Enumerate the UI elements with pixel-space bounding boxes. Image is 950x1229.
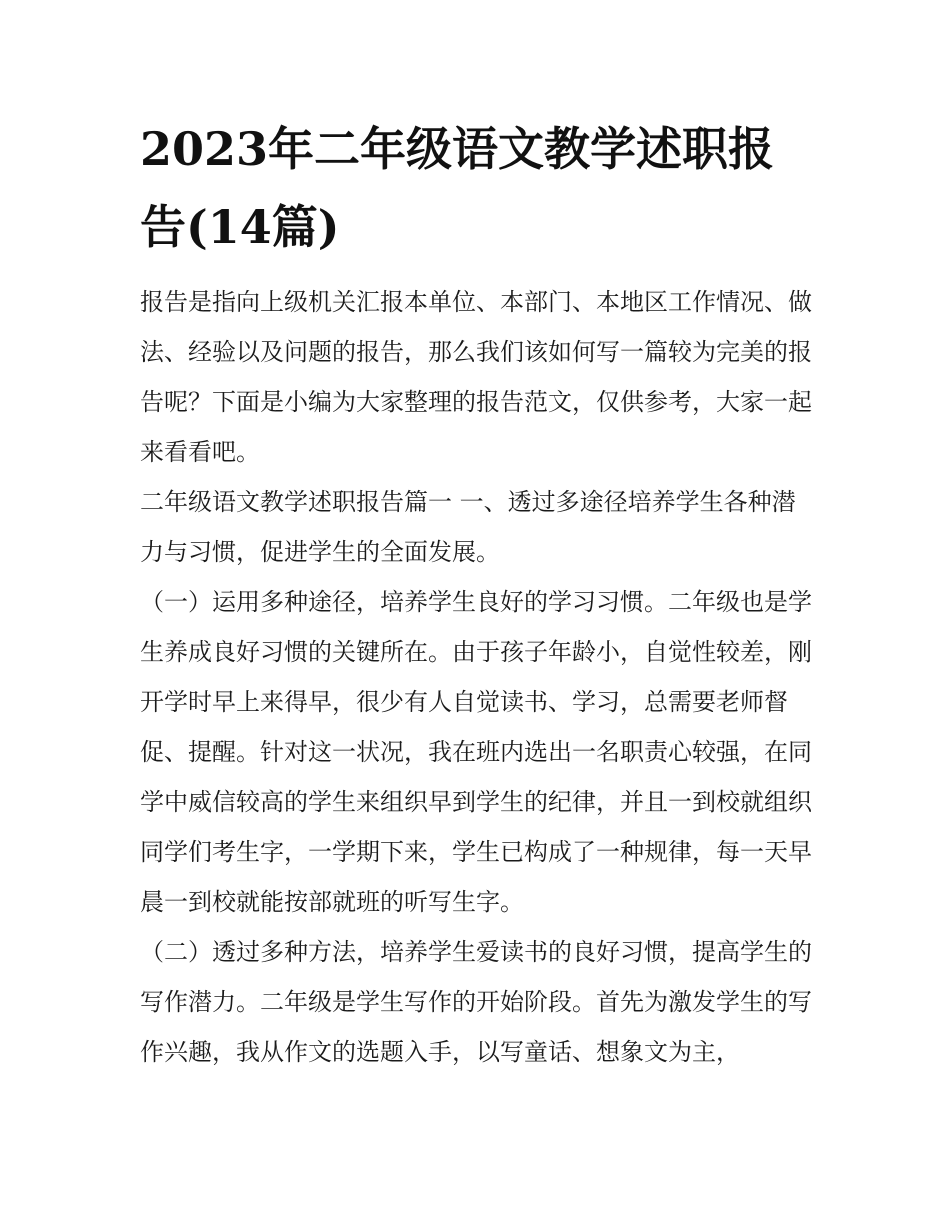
section-one-paragraph: （一）运用多种途径，培养学生良好的学习习惯。二年级也是学生养成良好习惯的关键所在。由于孩子年龄小，自觉性较差，刚开学时早上来得早，很少有人自觉读书、学习，总需要老师督促、提醒。针对这一状况，我在班内选出一名职责心较强，在同学中威信较高的学生来组织早到学生的纪律，并且一到校就组织同学们考生字，一学期下来，学生已构成了一种规律，每一天早晨一到校就能按部就班的听写生字。 — [140, 588, 812, 916]
document-body — [140, 277, 815, 1077]
intro-paragraph: 报告是指向上级机关汇报本单位、本部门、本地区工作情况、做法、经验以及问题的报告，那么我们该如何写一篇较为完美的报告呢？下面是小编为大家整理的报告范文，仅供参考，大家一起来看看吧。 — [140, 288, 812, 466]
section-heading-paragraph: 二年级语文教学述职报告篇一 一、透过多途径培养学生各种潜力与习惯，促进学生的全面发展。 — [140, 488, 796, 566]
document-title: 2023年二年级语文教学述职报告(14篇) — [140, 122, 775, 254]
section-two-paragraph: （二）透过多种方法，培养学生爱读书的良好习惯，提高学生的写作潜力。二年级是学生写作的开始阶段。首先为激发学生的写作兴趣，我从作文的选题入手，以写童话、想象文为主， — [140, 938, 812, 1066]
